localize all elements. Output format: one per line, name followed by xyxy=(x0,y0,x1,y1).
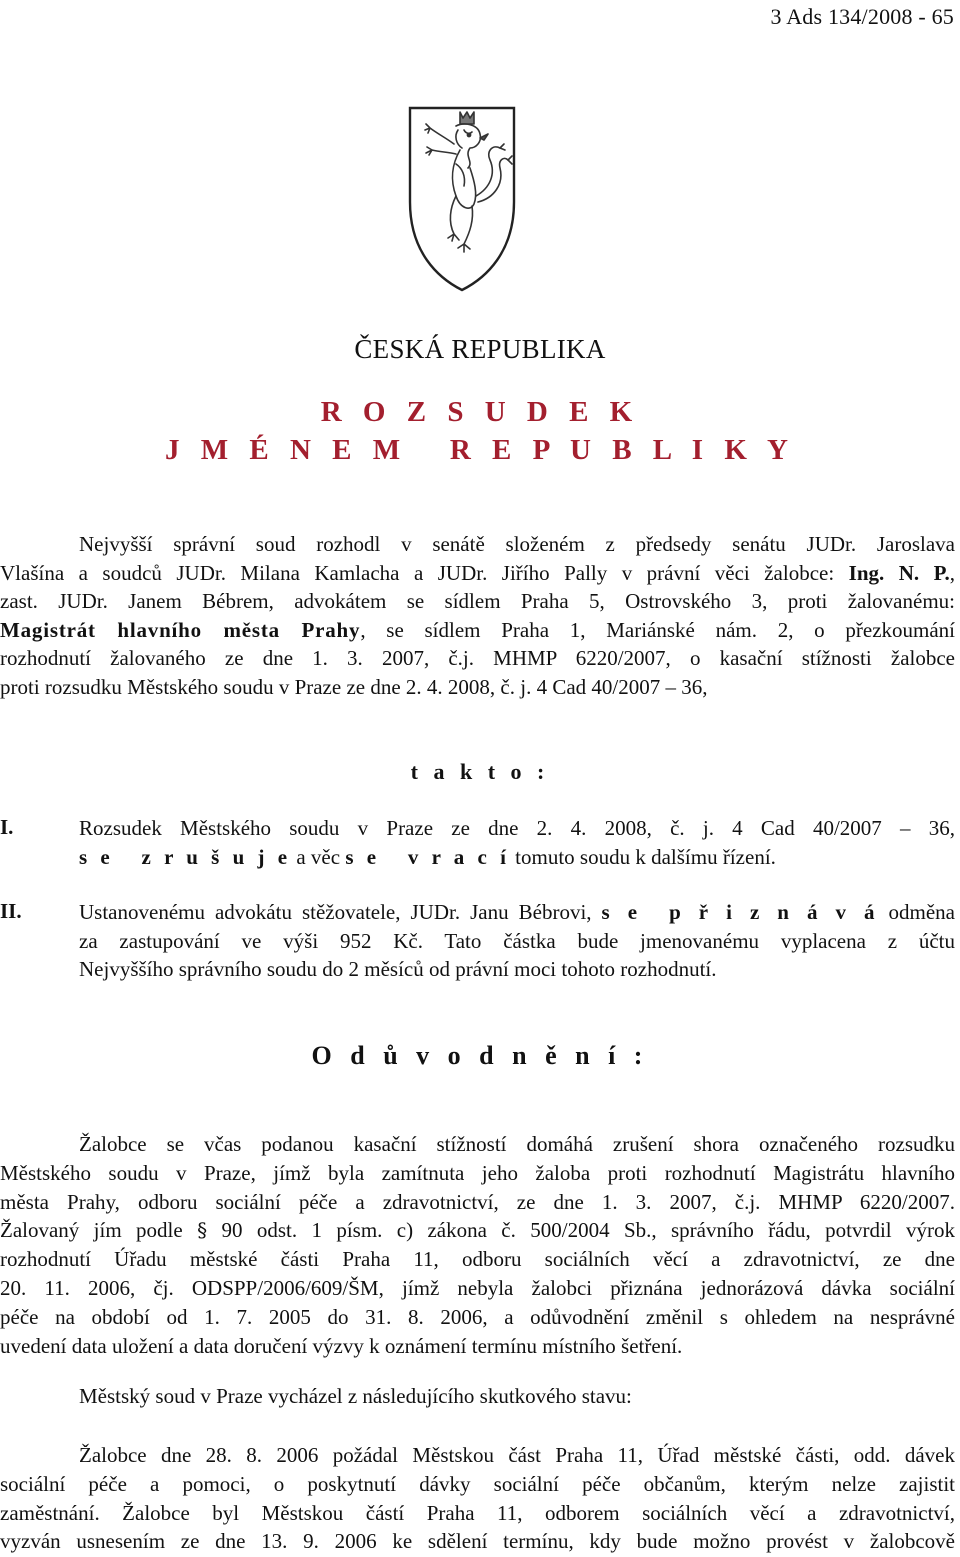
judgment-title: R O Z S U D E K xyxy=(320,396,640,428)
verdict-keyword-return: s e v r a c í xyxy=(345,844,510,869)
intro-line: Vlašína a soudců JUDr. Milana Kamlacha a JUDr. Jiřího Pally v právní věci žalobce: Ing. N. P., xyxy=(0,560,956,585)
reasoning-line: Žalovaný jím podle § 90 odst. 1 písm. c) zákona č. 500/2004 Sb., správního řádu, potvrdil výrok xyxy=(0,1218,955,1243)
intro-line: zast. JUDr. Janem Bébrem, advokátem se sídlem Praha 5, Ostrovského 3, proti žalovanému: xyxy=(0,589,955,614)
reasoning-line: zaměstnání. Žalobce byl Městskou částí Praha 11, odborem sociálních věcí a zdravotnictví, xyxy=(0,1500,955,1525)
intro-line: proti rozsudku Městského soudu v Praze ze dne 2. 4. 2008, č. j. 4 Cad 40/2007 – 36, xyxy=(0,674,708,699)
reasoning-line: Žalobce se včas podanou kasační stížností domáhá zrušení shora označeného rozsudku xyxy=(79,1132,955,1156)
reasoning-line: sociální péče a pomoci, o poskytnutí dávky sociální péče občanům, kterým nelze zajistit xyxy=(0,1471,955,1496)
verdict-item-number: II. xyxy=(0,899,22,923)
intro-line: Nejvyšší správní soud rozhodl v senátě složeném z předsedy senátu JUDr. Jaroslava xyxy=(79,532,955,556)
verdict-line: za zastupování ve výši 952 Kč. Tato částka bude jmenovanému vyplacena z účtu xyxy=(79,928,955,953)
intro-line: Magistrát hlavního města Prahy, se sídlem Praha 1, Mariánské nám. 2, o přezkoumání xyxy=(0,617,955,642)
reasoning-line: uvedení data uložení a data doručení výzvy k oznámení termínu místního šetření. xyxy=(0,1333,683,1358)
reasoning-line: Městského soudu v Praze, jímž byla zamítnuta jeho žaloba proti rozhodnutí Magistrátu hlavního xyxy=(0,1160,955,1185)
intro-paragraph xyxy=(0,530,955,702)
reasoning-heading: O d ů v o d n ě n í : xyxy=(311,1041,649,1070)
verdict-item-number: I. xyxy=(0,815,14,839)
reasoning-paragraph-3 xyxy=(0,1441,955,1556)
reasoning-line: vyzván usnesením ze dne 13. 9. 2006 ke sdělení termínu, kdy bude možno provést v žalobcově xyxy=(0,1529,955,1554)
plaintiff-name: Ing. N. P. xyxy=(848,560,950,585)
reasoning-paragraph-1 xyxy=(0,1130,955,1360)
verdict-line: Nejvyššího správního soudu do 2 měsíců od právní moci tohoto rozhodnutí. xyxy=(79,957,717,982)
reasoning-line: péče na období od 1. 7. 2005 do 31. 8. 2006, a odůvodnění změnil s ohledem na nesprávné xyxy=(0,1304,955,1329)
czech-coat-of-arms-lion-icon xyxy=(404,104,520,294)
defendant-name: Magistrát hlavního města Prahy xyxy=(0,617,361,642)
verdict-keyword-annul: s e z r u š u j e xyxy=(79,844,292,869)
country-heading: ČESKÁ REPUBLIKA xyxy=(354,334,606,364)
reasoning-line: rozhodnutí Úřadu městské části Praha 11, odboru sociálních věcí a zdravotnictví, ze dne xyxy=(0,1247,955,1272)
verdict-line: s e z r u š u j e a věc s e v r a c í tomuto soudu k dalšímu řízení. xyxy=(79,844,776,869)
section-sign: § xyxy=(197,1218,208,1243)
reasoning-line: města Prahy, odboru sociální péče a zdravotnictví, ze dne 1. 3. 2007, č.j. MHMP 6220/2007. xyxy=(0,1189,955,1214)
case-reference: 3 Ads 134/2008 - 65 xyxy=(770,4,954,29)
verdict-line: Ustanovenému advokátu stěžovatele, JUDr. Janu Bébrovi, s e p ř i z n á v á odměna xyxy=(79,900,956,924)
judgment-subtitle: J M É N E M R E P U B L I K Y xyxy=(164,434,795,466)
verdict-item-1 xyxy=(79,814,955,871)
verdict-keyword-grant: s e p ř i z n á v á xyxy=(601,900,879,924)
intro-line: rozhodnutí žalovaného ze dne 1. 3. 2007, č.j. MHMP 6220/2007, o kasační stížnosti žalobce xyxy=(0,646,955,671)
verdict-heading: t a k t o : xyxy=(410,759,550,784)
verdict-line: Rozsudek Městského soudu v Praze ze dne 2. 4. 2008, č. j. 4 Cad 40/2007 – 36, xyxy=(79,816,955,840)
reasoning-line: Žalobce dne 28. 8. 2006 požádal Městskou část Praha 11, Úřad městské části, odd. dávek xyxy=(79,1443,955,1467)
reasoning-paragraph-2: Městský soud v Praze vycházel z následujícího skutkového stavu: xyxy=(79,1384,632,1408)
reasoning-line: 20. 11. 2006, čj. ODSPP/2006/609/ŠM, jímž nebyla žalobci přiznána jednorázová dávka sociální xyxy=(0,1275,955,1300)
verdict-item-2 xyxy=(79,898,955,984)
